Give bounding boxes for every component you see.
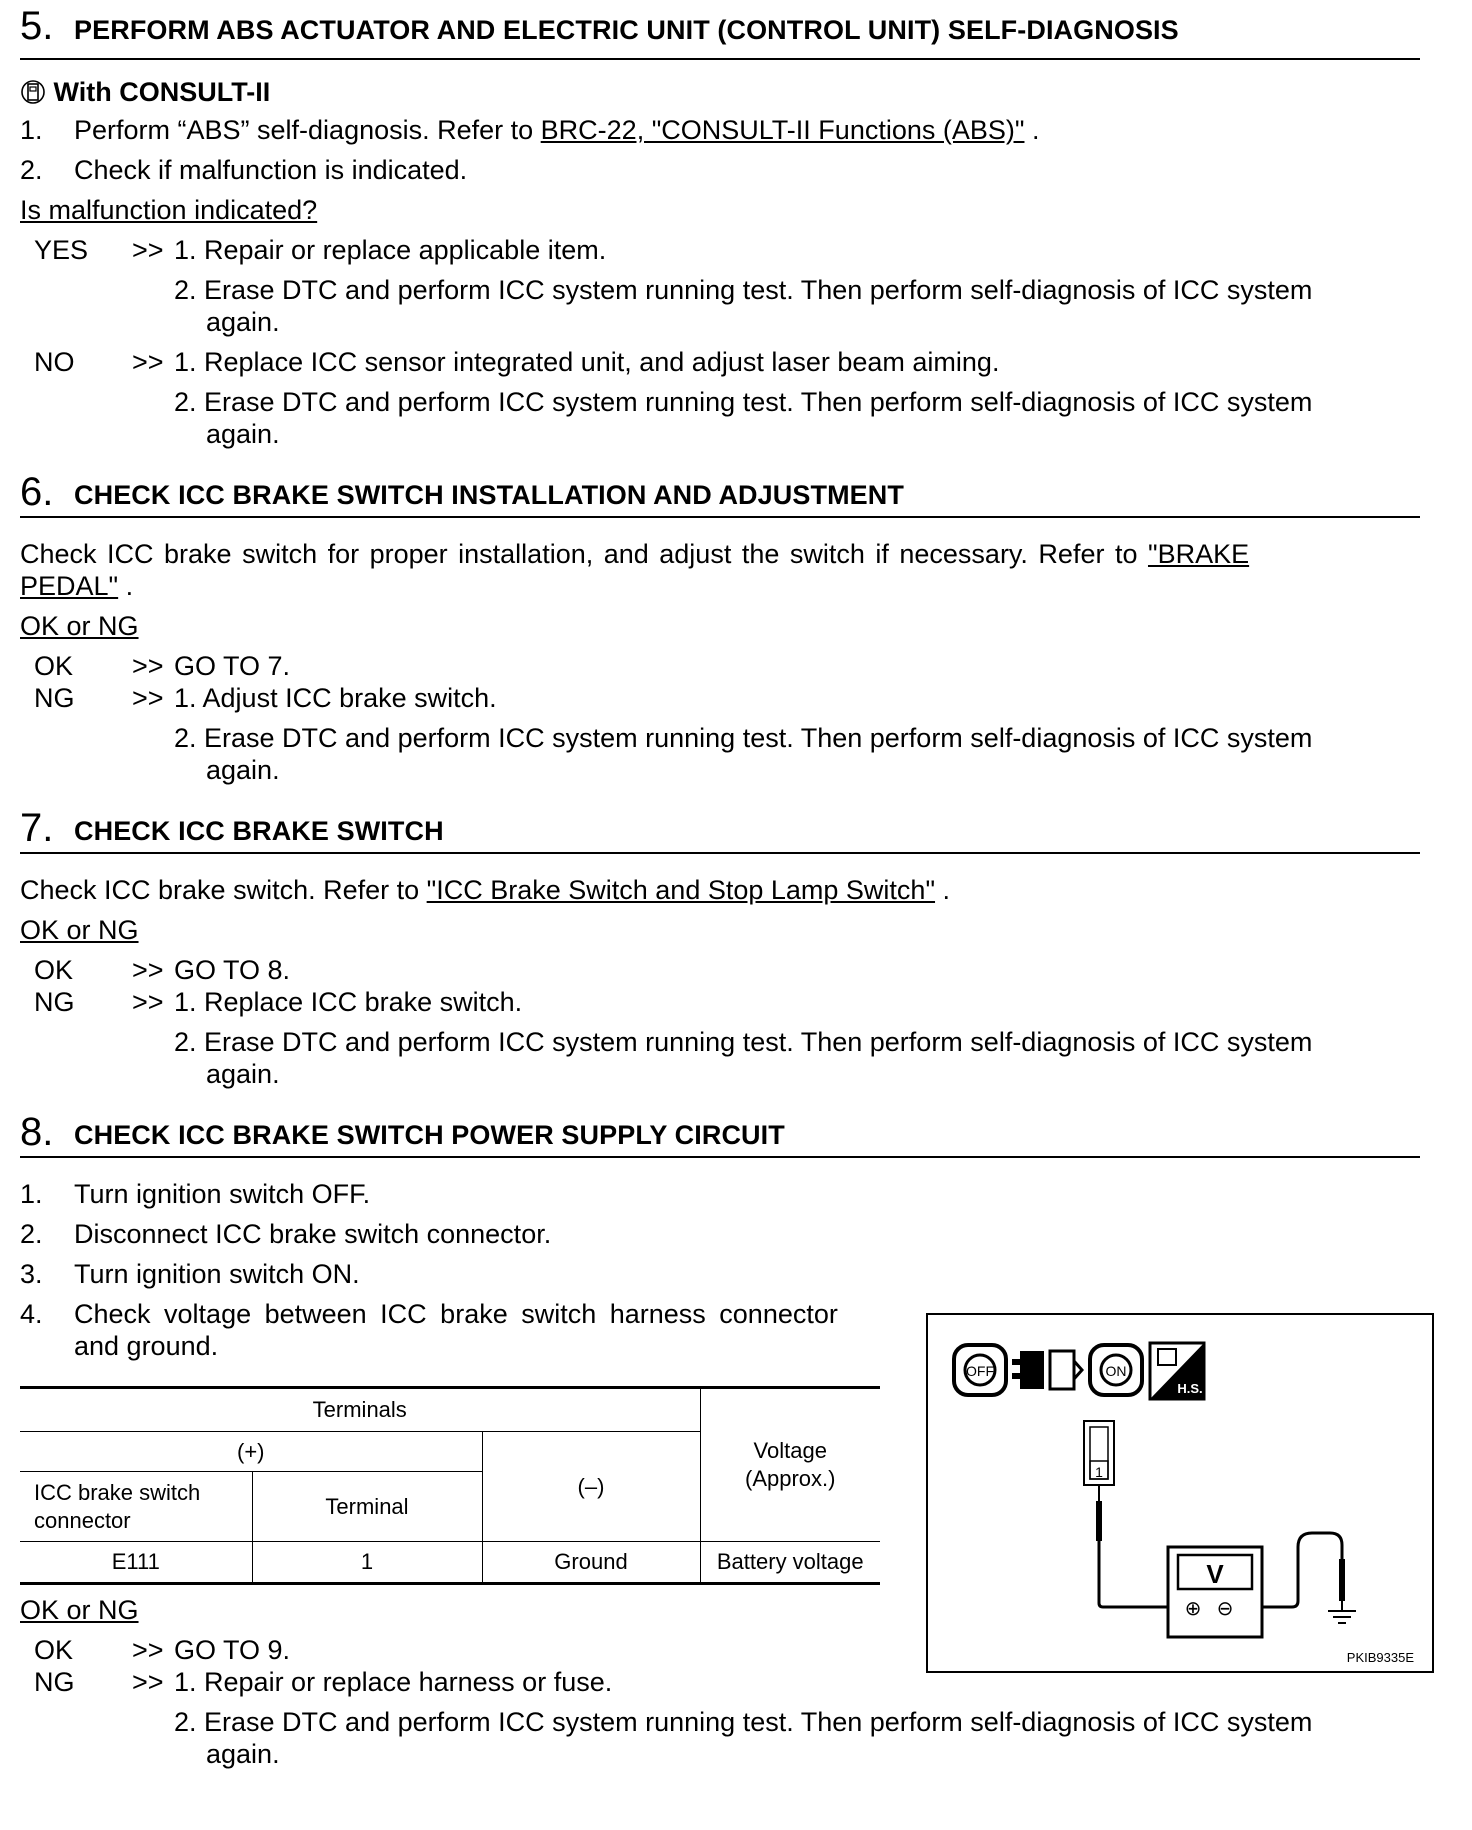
answer-item: 1. Repair or replace applicable item.: [174, 235, 607, 265]
answer-key: OK: [34, 955, 74, 985]
body-text: Check ICC brake switch. Refer to: [20, 875, 427, 905]
answer-arrow: >>: [132, 1635, 164, 1665]
section-title: CHECK ICC BRAKE SWITCH POWER SUPPLY CIRCUIT: [74, 1120, 785, 1150]
ignition-off-icon: [954, 1345, 1006, 1395]
figure-drawing: [928, 1315, 1432, 1671]
step-text: Disconnect ICC brake switch connector.: [74, 1219, 552, 1249]
answer-item: 1. Replace ICC brake switch.: [174, 987, 523, 1017]
positive-probe: [1096, 1485, 1168, 1607]
ignition-off-label: OFF: [966, 1363, 994, 1379]
answer-key: OK: [34, 651, 74, 681]
plus-header: (+): [20, 1432, 482, 1472]
decision-question: Is malfunction indicated?: [20, 195, 318, 225]
connector-header-line2: connector: [34, 1507, 131, 1533]
terminal-number: 1: [1095, 1464, 1103, 1480]
answer-key: NG: [34, 1667, 75, 1697]
icc-brake-switch-link[interactable]: "ICC Brake Switch and Stop Lamp Switch": [426, 875, 936, 905]
figure-id: PKIB9335E: [1346, 1650, 1414, 1665]
brake-pedal-link-part2[interactable]: PEDAL": [20, 571, 119, 601]
answer-item-cont: again.: [206, 755, 280, 785]
step-number: 2.: [20, 155, 43, 185]
ignition-on-icon: [1090, 1345, 1142, 1395]
answer-item: GO TO 8.: [174, 955, 291, 985]
answer-item: 2. Erase DTC and perform ICC system running test. Then perform self-diagnosis of ICC system: [174, 275, 1313, 305]
voltage-check-figure: [926, 1313, 1434, 1673]
terminals-header: Terminals: [20, 1388, 700, 1432]
section-number: 8.: [20, 1110, 54, 1154]
step-text-end: .: [1024, 115, 1040, 145]
answer-item: 2. Erase DTC and perform ICC system running test. Then perform self-diagnosis of ICC system: [174, 1707, 1313, 1737]
step-text: Turn ignition switch OFF.: [74, 1179, 371, 1209]
voltmeter: [1168, 1547, 1262, 1637]
consult-label: With CONSULT-II: [53, 77, 271, 107]
voltmeter-minus-terminal: ⊖: [1216, 1596, 1234, 1620]
step-number: 1.: [20, 1179, 43, 1209]
section-header: [20, 0, 1420, 60]
answer-key: NG: [34, 683, 75, 713]
harness-side-label: H.S.: [1177, 1381, 1203, 1396]
connector-terminal-1: [1084, 1421, 1114, 1485]
cell-connector: E111: [20, 1542, 252, 1584]
step-text: Check voltage between ICC brake switch harness connector: [74, 1299, 838, 1329]
minus-header: (–): [482, 1432, 700, 1542]
answer-key: NO: [34, 347, 75, 377]
answer-arrow: >>: [132, 683, 164, 713]
cell-terminal: 1: [252, 1542, 482, 1584]
answer-item: 1. Repair or replace harness or fuse.: [174, 1667, 613, 1697]
answer-arrow: >>: [132, 235, 164, 265]
section-header: [20, 466, 1420, 518]
step-text: Turn ignition switch ON.: [74, 1259, 360, 1289]
step-text: Check if malfunction is indicated.: [74, 155, 468, 185]
section-title: PERFORM ABS ACTUATOR AND ELECTRIC UNIT (CONTROL UNIT) SELF-DIAGNOSIS: [74, 15, 1179, 45]
answer-item: 2. Erase DTC and perform ICC system running test. Then perform self-diagnosis of ICC system: [174, 387, 1313, 417]
step-number: 4.: [20, 1299, 43, 1329]
section-title: CHECK ICC BRAKE SWITCH: [74, 816, 444, 846]
disconnect-connector-icon: [1012, 1351, 1082, 1389]
answer-item: 2. Erase DTC and perform ICC system running test. Then perform self-diagnosis of ICC system: [174, 723, 1313, 753]
answer-item-cont: again.: [206, 1059, 280, 1089]
section-number: 6.: [20, 470, 54, 514]
ground-lead: [1262, 1533, 1356, 1623]
section-title: CHECK ICC BRAKE SWITCH INSTALLATION AND ADJUSTMENT: [74, 480, 904, 510]
answer-item-cont: again.: [206, 419, 280, 449]
table-row: [20, 1542, 880, 1584]
voltmeter-label: V: [1206, 1559, 1224, 1589]
cell-minus: Ground: [482, 1542, 700, 1584]
section-body: [20, 874, 950, 906]
voltage-check-table: [20, 1386, 880, 1585]
body-text: Check ICC brake switch for proper installation, and adjust the switch if necessary. Refer to: [20, 539, 1148, 569]
decision-question: OK or NG: [20, 1595, 139, 1625]
consult-tool-icon: [20, 79, 46, 105]
section-number: 7.: [20, 806, 54, 850]
answer-arrow: >>: [132, 651, 164, 681]
step-number: 1.: [20, 115, 43, 145]
section-header: [20, 1106, 1420, 1158]
answer-item: GO TO 9.: [174, 1635, 291, 1665]
answer-arrow: >>: [132, 955, 164, 985]
step-text-cont: and ground.: [74, 1331, 219, 1361]
body-text-end: .: [935, 875, 951, 905]
terminal-header: Terminal: [252, 1472, 482, 1542]
section-7: [20, 802, 1420, 1089]
voltage-header-line1: Voltage: [753, 1438, 827, 1463]
section-body-cont: [20, 570, 133, 602]
step-number: 2.: [20, 1219, 43, 1249]
answer-arrow: >>: [132, 1667, 164, 1697]
consult-line: [20, 76, 270, 108]
section-body: [20, 538, 1420, 570]
answer-item: 2. Erase DTC and perform ICC system running test. Then perform self-diagnosis of ICC system: [174, 1027, 1313, 1057]
answer-item: 1. Adjust ICC brake switch.: [174, 683, 497, 713]
body-text-end: .: [118, 571, 134, 601]
connector-header: [20, 1472, 252, 1542]
section-5: [20, 0, 1420, 449]
answer-arrow: >>: [132, 347, 164, 377]
harness-side-icon: [1150, 1343, 1204, 1399]
ignition-on-label: ON: [1105, 1363, 1127, 1379]
connector-header-line1: ICC brake switch: [34, 1479, 201, 1505]
step-number: 3.: [20, 1259, 43, 1289]
answer-item-cont: again.: [206, 307, 280, 337]
answer-key: YES: [34, 235, 89, 265]
voltage-header-line2: (Approx.): [745, 1466, 836, 1491]
section-6: [20, 466, 1420, 785]
answer-item: 1. Replace ICC sensor integrated unit, and adjust laser beam aiming.: [174, 347, 1000, 377]
section-header: [20, 802, 1420, 854]
answer-arrow: >>: [132, 987, 164, 1017]
answer-item-cont: again.: [206, 1739, 280, 1769]
voltmeter-plus-terminal: ⊕: [1184, 1596, 1202, 1620]
decision-question: OK or NG: [20, 611, 139, 641]
cell-voltage: Battery voltage: [700, 1542, 880, 1584]
answer-key: NG: [34, 987, 75, 1017]
section-number: 5.: [20, 4, 54, 48]
brake-pedal-link-part1[interactable]: "BRAKE: [1147, 539, 1250, 569]
decision-question: OK or NG: [20, 915, 139, 945]
answer-item: GO TO 7.: [174, 651, 291, 681]
answer-key: OK: [34, 1635, 74, 1665]
voltage-header: [700, 1388, 880, 1542]
brc-22-link[interactable]: BRC-22, "CONSULT-II Functions (ABS)": [540, 115, 1025, 145]
step-text: Perform “ABS” self-diagnosis. Refer to: [74, 115, 541, 145]
